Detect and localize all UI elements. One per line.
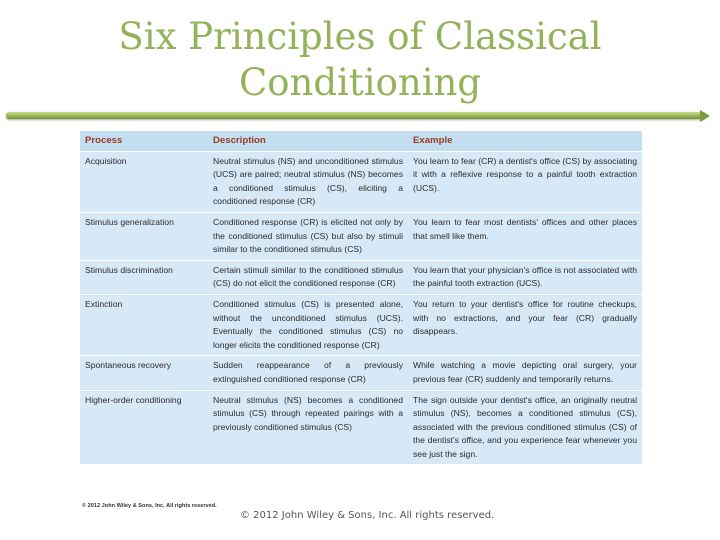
example-cell: You learn to fear most dentists' offices and other places that smell like them.	[408, 212, 642, 260]
process-cell: Stimulus discrimination	[80, 260, 208, 294]
example-cell: You return to your dentist's office for routine checkups, with no extractions, and your fear (CR) gradually disappears.	[408, 294, 642, 355]
table-row	[80, 390, 642, 464]
description-cell: Neutral stimulus (NS) becomes a conditioned stimulus (CS) through repeated pairings with a previously conditioned stimulus (CS)	[208, 390, 408, 464]
title-divider-arrow	[700, 110, 710, 122]
principles-table	[80, 131, 642, 464]
description-cell: Neutral stimulus (NS) and unconditioned stimulus (UCS) are paired; neutral stimulus (NS) becomes a conditioned stimulus (CS), eliciting a conditioned response (CR)	[208, 151, 408, 212]
table-row	[80, 151, 642, 212]
example-cell: The sign outside your dentist's office, an originally neutral stimulus (NS), becomes a conditioned stimulus (CS), associated with the previous conditioned stimulus (CS) of the dentist's office, and you experience fear whenever you see just the sign.	[408, 390, 642, 464]
slide-title-line-2: Conditioning	[238, 61, 482, 104]
description-cell: Sudden reappearance of a previously extinguished conditioned response (CR)	[208, 356, 408, 390]
process-cell: Extinction	[80, 294, 208, 355]
table-row	[80, 356, 642, 390]
process-cell: Spontaneous recovery	[80, 356, 208, 390]
table-header-row	[80, 131, 642, 151]
slide-title	[60, 14, 660, 106]
process-cell: Higher-order conditioning	[80, 390, 208, 464]
description-cell: Conditioned stimulus (CS) is presented alone, without the unconditioned stimulus (UCS). Eventually the conditioned stimulus (CS) no longer elicits the conditioned response (CR)	[208, 294, 408, 355]
header-description: Description	[208, 131, 408, 151]
table-row	[80, 212, 642, 260]
slide-title-line-1: Six Principles of Classical	[118, 15, 602, 58]
slide-footer-copyright: © 2012 John Wiley & Sons, Inc. All rights reserved.	[240, 510, 495, 521]
title-divider	[6, 112, 706, 119]
process-cell: Stimulus generalization	[80, 212, 208, 260]
table-row	[80, 294, 642, 355]
header-example: Example	[408, 131, 642, 151]
principles-table-container	[80, 131, 642, 498]
description-cell: Certain stimuli similar to the conditioned stimulus (CS) do not elicit the conditioned response (CR)	[208, 260, 408, 294]
header-process: Process	[80, 131, 208, 151]
table-copyright: © 2012 John Wiley & Sons, Inc. All rights reserved.	[82, 503, 217, 509]
example-cell: You learn that your physician's office is not associated with the painful tooth extraction (UCS).	[408, 260, 642, 294]
example-cell: While watching a movie depicting oral surgery, your previous fear (CR) suddenly and temporarily returns.	[408, 356, 642, 390]
description-cell: Conditioned response (CR) is elicited not only by the conditioned stimulus (CS) but also by stimuli similar to the conditioned stimulus (CS)	[208, 212, 408, 260]
process-cell: Acquisition	[80, 151, 208, 212]
table-row	[80, 260, 642, 294]
example-cell: You learn to fear (CR) a dentist's office (CS) by associating it with a reflexive response to a painful tooth extraction (UCS).	[408, 151, 642, 212]
